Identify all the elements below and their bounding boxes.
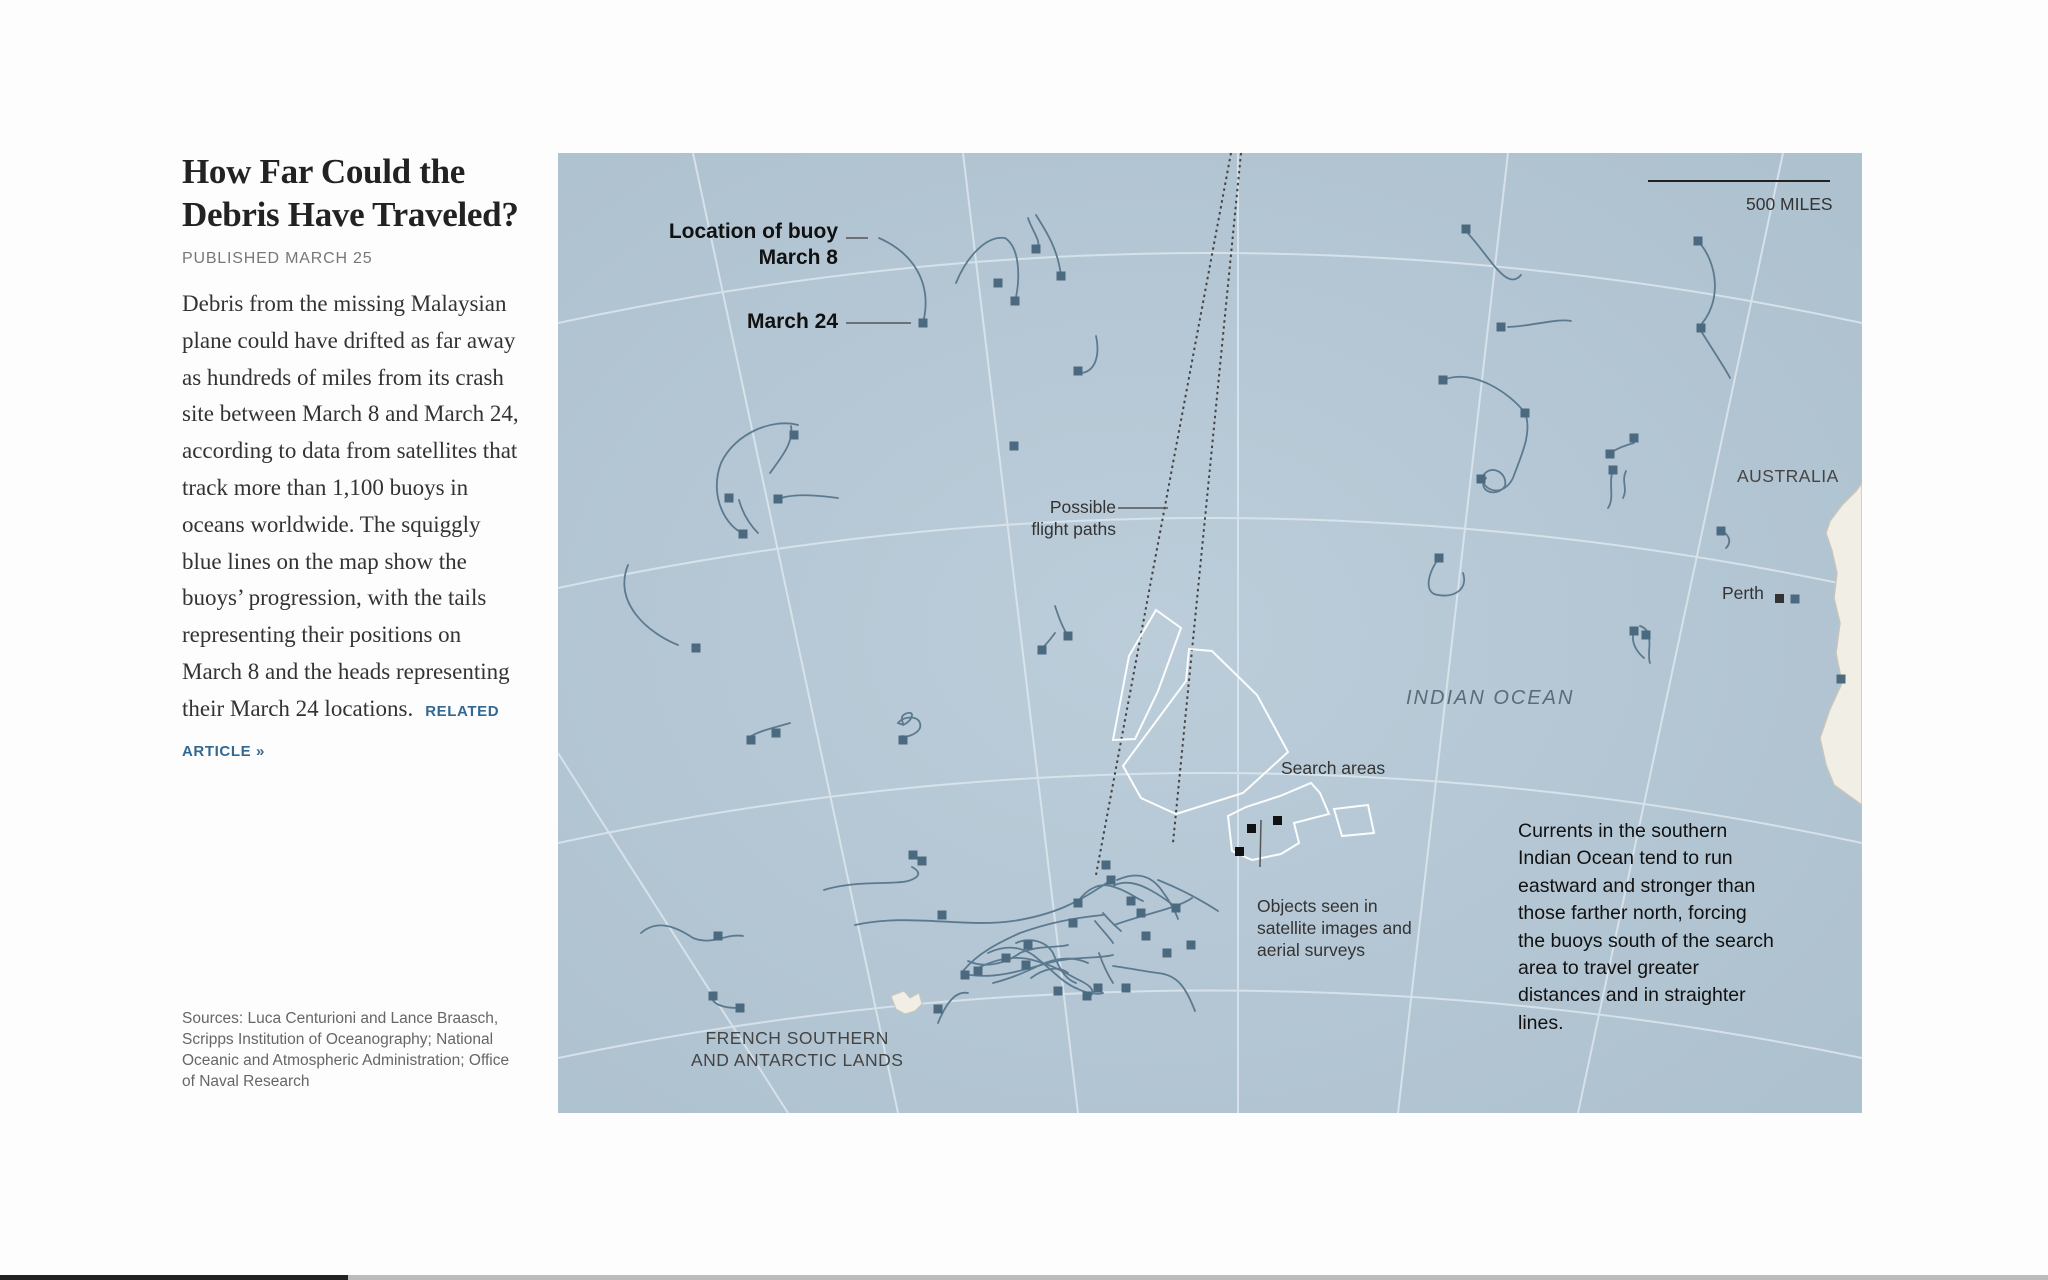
buoy-head-marker (1038, 646, 1047, 655)
buoy-head-marker (1083, 992, 1092, 1001)
buoy-head-marker (899, 736, 908, 745)
scale-label: 500 MILES (1746, 194, 1833, 214)
buoy-head-marker (1163, 949, 1172, 958)
buoy-head-marker (1064, 632, 1073, 641)
buoy-head-marker (938, 911, 947, 920)
french-lands-label (691, 1027, 903, 1071)
buoy-head-marker (1521, 409, 1530, 418)
australia-label: AUSTRALIA (1737, 466, 1839, 486)
buoy-head-marker (1122, 984, 1131, 993)
map (558, 153, 1862, 1113)
key-label-tail (669, 219, 838, 271)
buoy-head-marker (1002, 954, 1011, 963)
buoy-head-marker (1609, 466, 1618, 475)
objects-line2: satellite images and (1257, 918, 1412, 938)
buoy-head-marker (1094, 984, 1103, 993)
buoy-head-marker (919, 319, 928, 328)
sources-note: Sources: Luca Centurioni and Lance Braasch, Scripps Institution of Oceanography; National Oceanic and Atmospheric Administration; Office of Naval Research (182, 1010, 510, 1090)
perth-label: Perth (1722, 583, 1764, 603)
buoy-head-marker (1102, 861, 1111, 870)
publish-date: PUBLISHED MARCH 25 (182, 250, 373, 267)
flight-paths-line1: Possible (1049, 497, 1116, 517)
buoy-head-marker (1717, 527, 1726, 536)
flight-paths-label (1031, 496, 1116, 540)
buoy-head-marker (739, 530, 748, 539)
indian-ocean-label: INDIAN OCEAN (1406, 687, 1575, 709)
buoy-head-marker (1022, 961, 1031, 970)
perth-marker (1775, 594, 1784, 603)
scroll-progress-fill (0, 1275, 348, 1280)
buoy-head-marker (1057, 272, 1066, 281)
buoy-head-marker (1137, 909, 1146, 918)
objects-line1: Objects seen in (1257, 896, 1378, 916)
buoy-head-marker (736, 1004, 745, 1013)
headline: How Far Could the Debris Have Traveled? (182, 152, 519, 234)
buoy-head-marker (1694, 237, 1703, 246)
buoy-head-marker (974, 967, 983, 976)
buoy-head-marker (918, 857, 927, 866)
buoy-head-marker (1024, 941, 1033, 950)
objects-seen-label (1257, 895, 1412, 961)
buoy-head-marker (1697, 324, 1706, 333)
buoy-head-marker (961, 971, 970, 980)
buoy-head-marker (1497, 323, 1506, 332)
objects-line3: aerial surveys (1257, 940, 1365, 960)
buoy-head-marker (747, 736, 756, 745)
buoy-head-marker (1187, 941, 1196, 950)
buoy-head-marker (1107, 876, 1116, 885)
summary-text (182, 286, 522, 770)
buoy-head-marker (1142, 932, 1151, 941)
buoy-head-marker (714, 932, 723, 941)
buoy-head-marker (1010, 442, 1019, 451)
article-sidebar (182, 150, 522, 770)
buoy-head-marker (1054, 987, 1063, 996)
buoy-head-marker (1791, 595, 1800, 604)
related-article-link[interactable]: RELATED ARTICLE » (182, 702, 500, 760)
buoy-head-marker (909, 851, 918, 860)
buoy-head-marker (692, 644, 701, 653)
buoy-head-marker (1172, 904, 1181, 913)
buoy-head-marker (774, 495, 783, 504)
currents-note: Currents in the southern Indian Ocean tend to run eastward and stronger than those farther north, forcing the buoys south of the search area to travel greater distances and in straighter lines. (1518, 820, 1774, 1034)
buoy-head-marker (934, 1005, 943, 1014)
buoy-head-marker (1630, 627, 1639, 636)
flight-paths-line2: flight paths (1031, 519, 1116, 539)
key-label-head: March 24 (746, 310, 838, 333)
buoy-head-marker (1074, 899, 1083, 908)
key-tail-line2: March 8 (758, 246, 838, 269)
french-line1: FRENCH SOUTHERN (705, 1028, 889, 1048)
summary-body: Debris from the missing Malaysian plane could have drifted as far away as hundreds of miles from its crash site between March 8 and March 24, according to data from satellites that track more than 1,100 buoys in oceans worldwide. The squiggly blue lines on the map show the buoys’ progression, with the tails representing their positions on March 8 and the heads representing their March 24 locations. (182, 291, 519, 721)
key-tail-line1: Location of buoy (668, 220, 838, 243)
buoy-head-marker (1074, 367, 1083, 376)
buoy-head-marker (994, 279, 1003, 288)
french-line2: AND ANTARCTIC LANDS (691, 1050, 904, 1070)
buoy-head-marker (1032, 245, 1041, 254)
buoy-head-marker (1435, 554, 1444, 563)
buoy-head-marker (790, 431, 799, 440)
buoy-head-marker (772, 729, 781, 738)
buoy-head-marker (1642, 631, 1651, 640)
search-areas-label: Search areas (1281, 758, 1386, 778)
buoy-head-marker (1837, 675, 1846, 684)
buoy-head-marker (725, 494, 734, 503)
scroll-progress-bar (0, 1275, 2048, 1280)
buoy-head-marker (1127, 897, 1136, 906)
buoy-head-marker (1477, 475, 1486, 484)
buoy-head-marker (1462, 225, 1471, 234)
buoy-head-marker (1069, 919, 1078, 928)
buoy-head-marker (1606, 450, 1615, 459)
buoy-head-marker (1439, 376, 1448, 385)
buoy-head-marker (709, 992, 718, 1001)
buoy-head-marker (1630, 434, 1639, 443)
buoy-head-marker (1011, 297, 1020, 306)
